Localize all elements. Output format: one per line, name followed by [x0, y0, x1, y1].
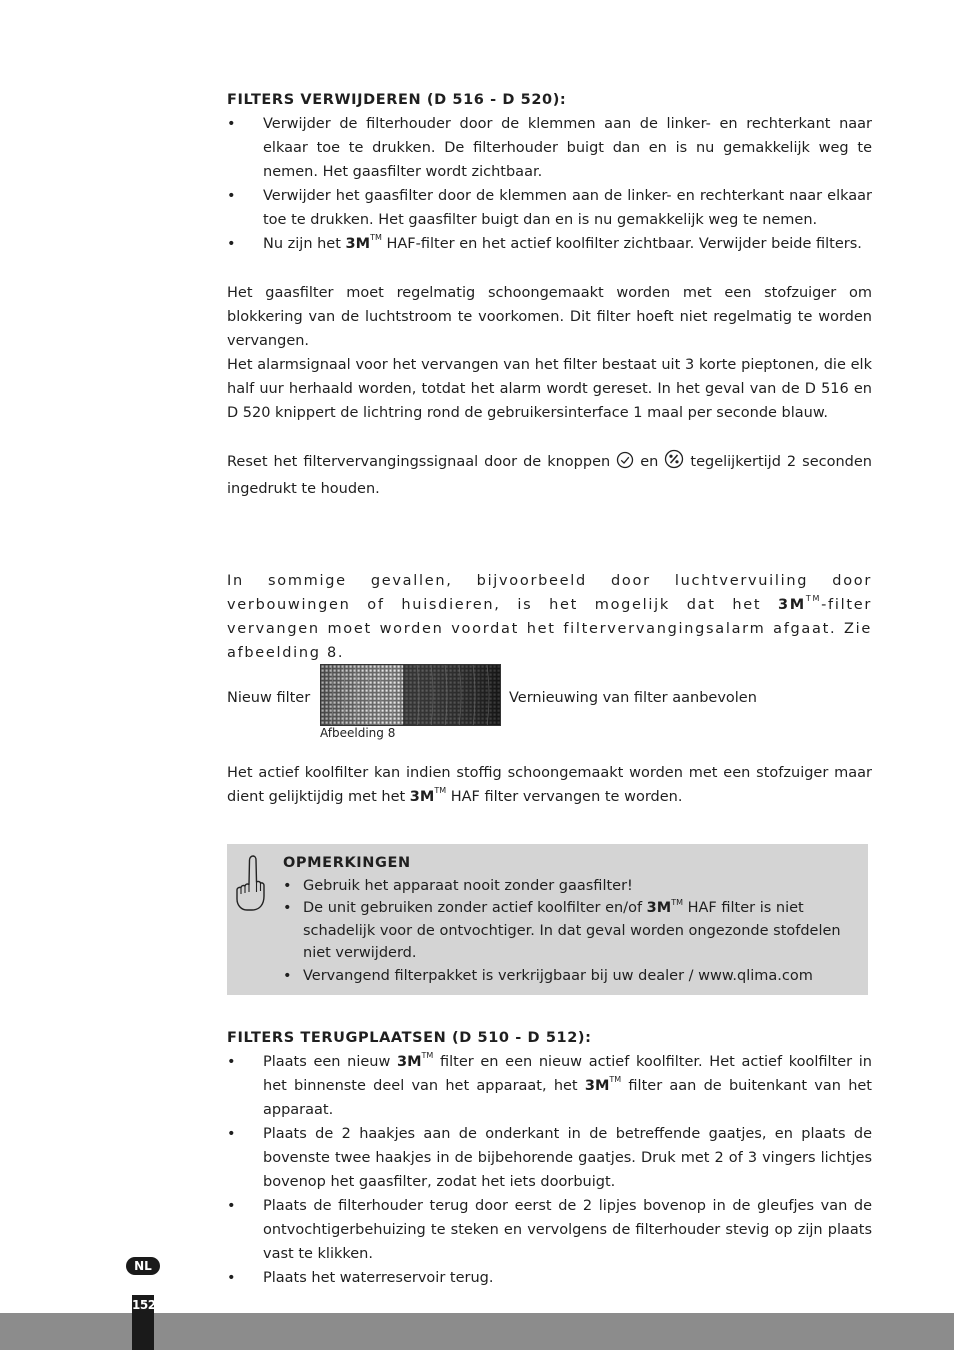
trademark: TM: [421, 1051, 434, 1060]
brand-name: 3M: [397, 1054, 422, 1070]
list-item: [283, 897, 843, 965]
list-item: [227, 1122, 872, 1194]
trademark: TM: [805, 594, 822, 603]
figure-8: [227, 664, 872, 726]
page-number: 152: [132, 1298, 156, 1312]
para-text: Het actief koolfilter kan indien stoffig schoongemaakt worden met een stofzuiger maar dient gelijktijdig met het: [227, 765, 872, 805]
section-replace-filters: [227, 1026, 872, 1290]
bullet: •: [283, 900, 292, 916]
bullet-text: Plaats de 2 haakjes aan de onderkant in de betreffende gaatjes, en plaats de bovenste twee haakjes in de bijbehorende gaatjes. Druk met 2 of 3 vingers lichtjes bovenop het gaasfilter, zodat het iets doorbuigt.: [263, 1126, 872, 1190]
list-item: [227, 1050, 872, 1122]
bullet-text: Nu zijn het: [263, 236, 346, 252]
bullet: •: [227, 1270, 236, 1286]
figure-label-new: Nieuw filter: [227, 690, 311, 706]
figure-label-replace: Vernieuwing van filter aanbevolen: [509, 690, 757, 706]
notes-content: [283, 852, 843, 987]
section-heading-remove: FILTERS VERWIJDEREN (D 516 - D 520):: [227, 92, 567, 108]
check-circle-icon: [616, 451, 634, 477]
note-text: Gebruik het apparaat nooit zonder gaasfilter!: [303, 877, 633, 894]
bullet: •: [283, 877, 292, 894]
trademark: TM: [671, 898, 683, 907]
brand-name: 3M: [778, 597, 806, 613]
paragraph-carbon-filter: [227, 761, 872, 809]
paragraph-reset: [227, 449, 872, 501]
list-item: [227, 1194, 872, 1266]
brand-name: 3M: [584, 1078, 610, 1094]
notes-title: OPMERKINGEN: [283, 855, 411, 871]
figure-caption: Afbeelding 8: [320, 726, 396, 740]
list-item: [227, 184, 872, 232]
language-badge: NL: [126, 1257, 160, 1275]
notes-box: [227, 844, 868, 995]
paragraph-replace-early: [227, 569, 872, 665]
bullet-text: Verwijder de filterhouder door de klemmen aan de linker- en rechterkant naar elkaar toe te drukken. De filterhouder buigt dan en is nu gemakkelijk weg te nemen. Het gaasfilter wordt zichtbaar.: [263, 116, 872, 180]
paragraph-alarm: Het alarmsignaal voor het vervangen van het filter bestaat uit 3 korte pieptonen, die elk half uur herhaald worden, totdat het alarm wordt gereset. In het geval van de D 516 en D 520 knippert de lichtring rond de gebruikersinterface 1 maal per seconde blauw.: [227, 357, 872, 421]
list-item: [227, 112, 872, 184]
reset-text: en: [634, 454, 665, 470]
trademark: TM: [370, 233, 382, 242]
pointing-hand-icon: [233, 852, 267, 918]
list-item: [283, 875, 843, 898]
bullet-text: HAF-filter en het actief koolfilter zichtbaar. Verwijder beide filters.: [381, 236, 862, 252]
filter-comparison-image: [320, 664, 501, 726]
bullet: •: [283, 967, 292, 984]
section-heading-replace: FILTERS TERUGPLAATSEN (D 510 - D 512):: [227, 1030, 592, 1046]
bullet: •: [227, 116, 236, 132]
bullet: •: [227, 1054, 236, 1070]
bullet-text: Verwijder het gaasfilter door de klemmen aan de linker- en rechterkant naar elkaar toe te drukken. Het gaasfilter buigt dan en is nu gemakkelijk weg te nemen.: [263, 188, 872, 228]
list-item: [227, 1266, 872, 1290]
bullet-text: filter aan de buitenkant van het apparaat.: [263, 1078, 872, 1118]
bullet-text: Plaats de filterhouder terug door eerst de 2 lipjes bovenop in de gleufjes van de ontvochtigerbehuizing te steken en vervolgens de filterhouder stevig op zijn plaats vast te klikken.: [263, 1198, 872, 1262]
bullet-text: Plaats een nieuw: [263, 1054, 397, 1070]
bullet-text: filter en een nieuw actief koolfilter. Het actief koolfilter in het binnenste deel van het apparaat, het: [263, 1054, 872, 1094]
bullet-text: Plaats het waterreservoir terug.: [263, 1270, 494, 1286]
note-text: De unit gebruiken zonder actief koolfilter en/of: [303, 900, 647, 916]
note-text: Vervangend filterpakket is verkrijgbaar bij uw dealer / www.qlima.com: [303, 967, 813, 984]
trademark: TM: [434, 786, 447, 795]
paragraph-mesh-filter: Het gaasfilter moet regelmatig schoongemaakt worden met een stofzuiger om blokkering van de luchtstroom te voorkomen. Dit filter hoeft niet regelmatig te worden vervangen.: [227, 285, 872, 349]
para-text: -filter vervangen moet worden voordat het filtervervangingsalarm afgaat. Zie afbeelding 8.: [227, 597, 872, 661]
bullet: •: [227, 1198, 236, 1214]
para-text: In sommige gevallen, bijvoorbeeld door luchtvervuiling door verbouwingen of huisdieren, is het mogelijk dat het: [227, 573, 872, 613]
brand-name: 3M: [409, 789, 435, 805]
bullet: •: [227, 1126, 236, 1142]
percent-circle-icon: [664, 449, 684, 477]
trademark: TM: [609, 1075, 622, 1084]
list-item: [283, 965, 843, 988]
brand-name: 3M: [646, 900, 672, 916]
para-text: HAF filter vervangen te worden.: [446, 789, 683, 805]
reset-text: Reset het filtervervangingssignaal door de knoppen: [227, 454, 617, 470]
bullet: •: [227, 188, 236, 204]
section-remove-filters: [227, 88, 872, 256]
brand-name: 3M: [345, 236, 371, 252]
list-item: [227, 232, 872, 256]
reset-text: tegelijkertijd 2 seconden ingedrukt te houden.: [227, 454, 872, 497]
note-text: HAF filter is niet schadelijk voor de ontvochtiger. In dat geval worden ongezonde stofdelen niet verwijderd.: [303, 900, 841, 961]
bullet: •: [227, 236, 236, 252]
